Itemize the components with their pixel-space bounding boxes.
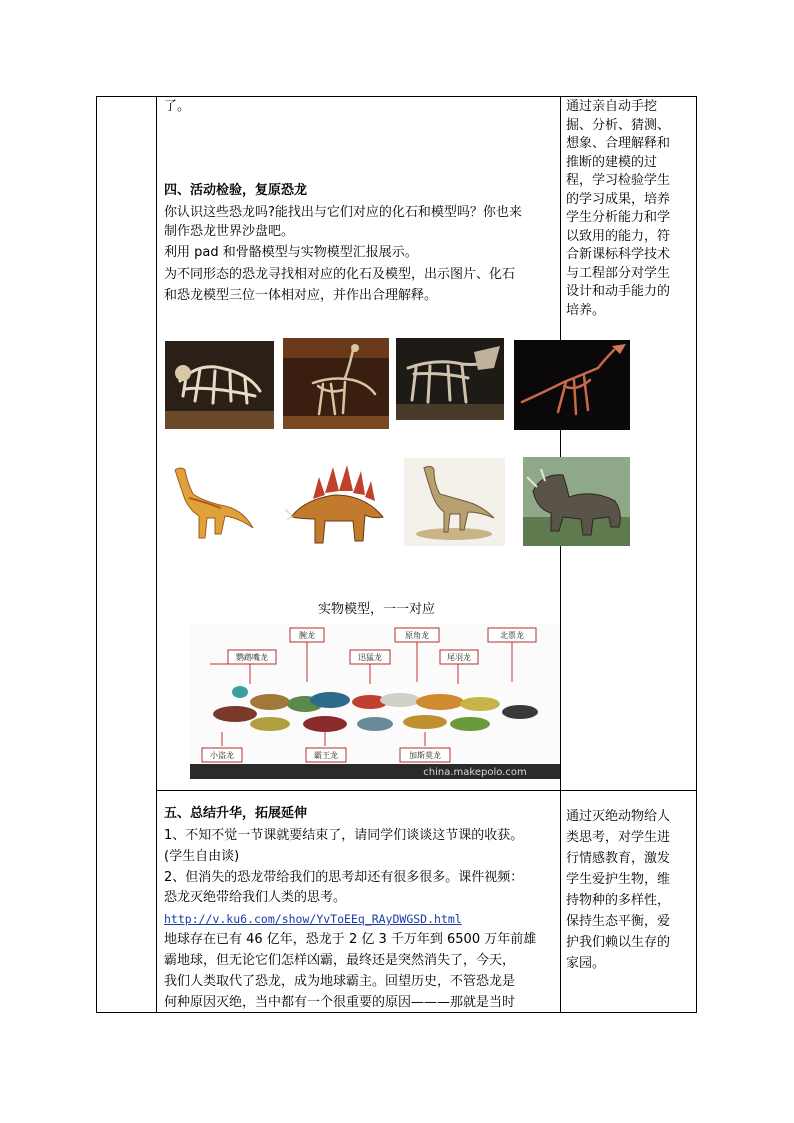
- section-four-para3-line1: 为不同形态的恐龙寻找相对应的化石及模型，出示图片、化石: [164, 267, 516, 282]
- section-four-para3-line2: 和恐龙模型三位一体相对应，并作出合理解释。: [164, 288, 438, 303]
- section-four-para2: 利用 pad 和骨骼模型与实物模型汇报展示。: [164, 245, 418, 260]
- diagram-label-top1: 腕龙: [299, 631, 315, 640]
- section-five-line8: 何种原因灭绝，当中都有一个很重要的原因———那就是当时: [164, 995, 516, 1010]
- side-line: 设计和动手能力的: [566, 284, 671, 299]
- triceratops-model: [523, 457, 630, 546]
- section-five-line4: 恐龙灭绝带给我们人类的思考。: [164, 890, 347, 905]
- table-divider-col1: [156, 96, 157, 1013]
- side-line: 学生分析能力和学: [566, 210, 671, 225]
- stegosaurus-model: [285, 459, 390, 549]
- fossil-photo-4: [514, 340, 630, 430]
- section-five-line6: 霸地球，但无论它们怎样凶霸，最终还是突然消失了，今天，: [164, 953, 516, 968]
- section-four-para1-line1: 你认识这些恐龙吗?能找出与它们对应的化石和模型吗？你也来: [164, 205, 522, 220]
- section-five-line2: (学生自由谈): [164, 849, 240, 864]
- section-five-line1: 1、不知不觉一节课就要结束了，请同学们谈谈这节课的收获。: [164, 828, 524, 843]
- diagram-label-bot3: 加斯莫龙: [409, 751, 441, 760]
- table-divider-col2: [560, 96, 561, 1013]
- section-five-side-note: [566, 806, 678, 974]
- diagram-label-mid1: 鹦鹉嘴龙: [236, 653, 268, 662]
- section-five-heading: 五、总结升华，拓展延伸: [164, 806, 308, 821]
- side-line: 家园。: [566, 956, 606, 971]
- side-line: 想象、合理解释和: [566, 136, 671, 151]
- video-link[interactable]: http://v.ku6.com/show/YvToEEq_RAyDWGSD.html: [164, 912, 462, 926]
- side-line: 护我们赖以生存的: [566, 935, 671, 950]
- section-four-heading: 四、活动检验，复原恐龙: [164, 183, 308, 198]
- diagram-label-bot1: 小盗龙: [210, 751, 234, 760]
- dinosaur-model-3: [404, 458, 505, 546]
- side-line: 培养。: [566, 302, 606, 316]
- side-line: 学生爱护生物，维: [566, 872, 671, 887]
- diagram-label-mid3: 尾羽龙: [447, 653, 471, 662]
- table-border-top: [96, 96, 697, 97]
- side-line: 以致用的能力，符: [566, 228, 671, 244]
- table-row-divider: [156, 790, 697, 791]
- side-line: 持物种的多样性，: [566, 893, 671, 908]
- table-border-right: [696, 96, 697, 1013]
- side-line: 的学习成果，培养: [566, 191, 671, 207]
- table-border-bottom: [96, 1012, 697, 1013]
- diagram-label-top2: 原角龙: [405, 631, 429, 640]
- section-five-line5: 地球存在已有 46 亿年，恐龙于 2 亿 3 千万年到 6500 万年前雄: [164, 932, 537, 947]
- diagram-label-mid2: 迅猛龙: [358, 653, 382, 662]
- section-five-line7: 我们人类取代了恐龙，成为地球霸主。回望历史，不管恐龙是: [164, 974, 516, 989]
- section-five-line3: 2、但消失的恐龙带给我们的思考却还有很多很多。课件视频：: [164, 870, 524, 885]
- fossil-photo-2: [283, 338, 389, 429]
- dinosaur-illustration-1: [165, 462, 257, 544]
- side-line: 行情感教育，激发: [566, 851, 671, 866]
- side-line: 保持生态平衡，爱: [566, 914, 671, 929]
- diagram-label-bot2: 霸王龙: [314, 751, 338, 760]
- section-four-side-note: [566, 98, 678, 316]
- fossil-photo-3: [396, 338, 504, 420]
- continuation-text: 了。: [164, 99, 191, 114]
- side-line: 推断的建模的过: [566, 154, 658, 170]
- side-line: 通过灭绝动物给人: [566, 809, 671, 824]
- dinosaur-lineup-diagram: [190, 624, 560, 779]
- fossil-photo-1: [165, 341, 274, 429]
- table-border-left: [96, 96, 97, 1013]
- diagram-watermark: china.makepolo.com: [423, 767, 527, 778]
- side-line: 程，学习检验学生: [566, 173, 671, 188]
- image-caption: 实物模型，一一对应: [318, 602, 436, 617]
- side-line: 与工程部分对学生: [566, 265, 671, 281]
- side-line: 合新课标科学技术: [566, 247, 671, 262]
- side-line: 掘、分析、猜测、: [566, 117, 671, 133]
- section-four-para1-line2: 制作恐龙世界沙盘吧。: [164, 224, 295, 239]
- diagram-label-top3: 北票龙: [500, 631, 524, 640]
- side-line: 通过亲自动手挖: [566, 99, 658, 114]
- side-line: 类思考，对学生进: [566, 830, 671, 845]
